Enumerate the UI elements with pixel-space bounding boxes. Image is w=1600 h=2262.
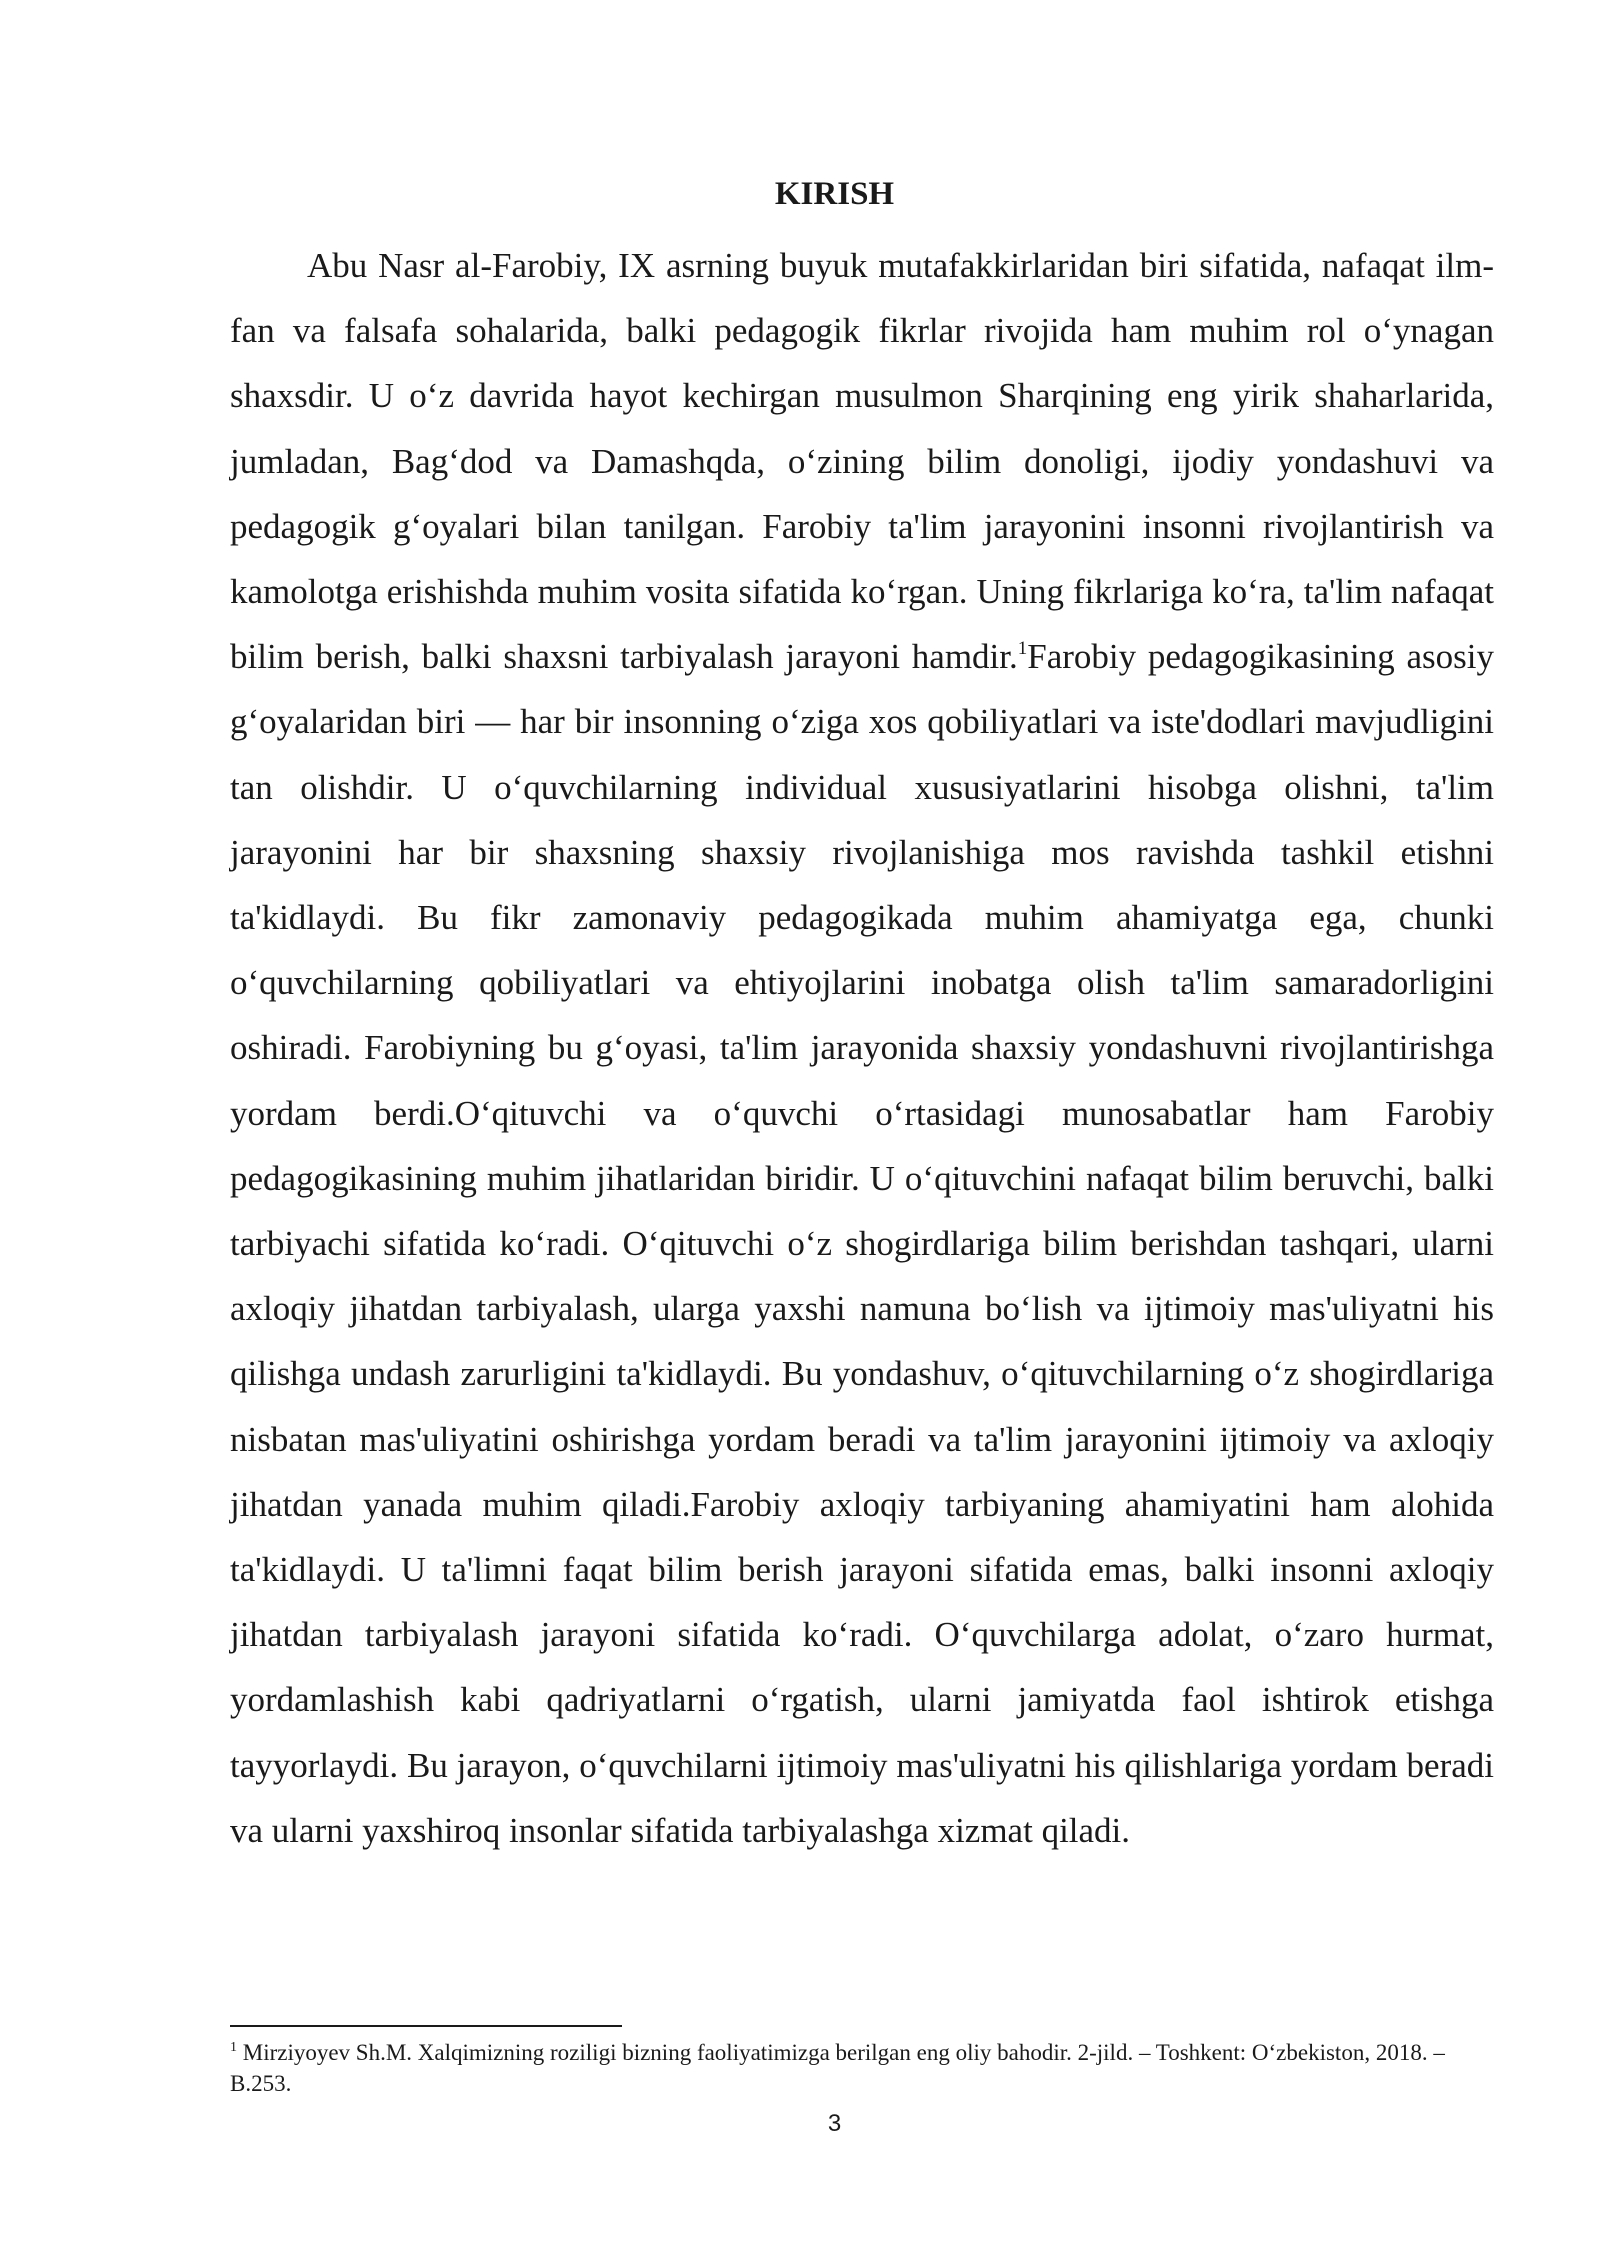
footnote <box>230 2037 1494 2099</box>
body-text-part-2: Farobiy pedagogikasining asosiy g‘oyalaridan biri — har bir insonning o‘ziga xos qobiliyatlari va iste'dodlari mavjudligini tan olishdir. U o‘quvchilarning individual xususiyatlarini hisobga olishni, ta'lim jarayonini har bir shaxsning shaxsiy rivojlanishiga mos ravishda tashkil etishni ta'kidlaydi. Bu fikr zamonaviy pedagogikada muhim ahamiyatga ega, chunki o‘quvchilarning qobiliyatlari va ehtiyojlarini inobatga olish ta'lim samaradorligini oshiradi. Farobiyning bu g‘oyasi, ta'lim jarayonida shaxsiy yondashuvni rivojlantirishga yordam berdi.O‘qituvchi va o‘quvchi o‘rtasidagi munosabatlar ham Farobiy pedagogikasining muhim jihatlaridan biridir. U o‘qituvchini nafaqat bilim beruvchi, balki tarbiyachi sifatida ko‘radi. O‘qituvchi o‘z shogirdlariga bilim berishdan tashqari, ularni axloqiy jihatdan tarbiyalash, ularga yaxshi namuna bo‘lish va ijtimoiy mas'uliyatni his qilishga undash zarurligini ta'kidlaydi. Bu yondashuv, o‘qituvchilarning o‘z shogirdlariga nisbatan mas'uliyatini oshirishga yordam beradi va ta'lim jarayonini ijtimoiy va axloqiy jihatdan yanada muhim qiladi.Farobiy axloqiy tarbiyaning ahamiyatini ham alohida ta'kidlaydi. U ta'limni faqat bilim berish jarayoni sifatida emas, balki insonni axloqiy jihatdan tarbiyalash jarayoni sifatida ko‘radi. O‘quvchilarga adolat, o‘zaro hurmat, yordamlashish kabi qadriyatlarni o‘rgatish, ularni jamiyatda faol ishtirok etishga tayyorlaydi. Bu jarayon, o‘quvchilarni ijtimoiy mas'uliyatni his qilishlariga yordam beradi va ularni yaxshiroq insonlar sifatida tarbiyalashga xizmat qiladi. <box>230 637 1494 1850</box>
page-number: 3 <box>827 2110 842 2137</box>
section-title: KIRISH <box>774 176 895 212</box>
footnote-separator <box>230 2025 622 2027</box>
footnote-text: Mirziyoyev Sh.M. Xalqimizning roziligi bizning faoliyatimizga berilgan eng oliy bahodir. 2-jild. – Toshkent: O‘zbekiston, 2018. – B.253. <box>230 2040 1445 2096</box>
footnote-reference[interactable]: 1 <box>1017 638 1028 660</box>
body-text-part-1: Abu Nasr al-Farobiy, IX asrning buyuk mutafakkirlaridan biri sifatida, nafaqat ilm-fan va falsafa sohalarida, balki pedagogik fikrlar rivojida ham muhim rol o‘ynagan shaxsdir. U o‘z davrida hayot kechirgan musulmon Sharqining eng yirik shaharlarida, jumladan, Bag‘dod va Damashqda, o‘zining bilim donoligi, ijodiy yondashuvi va pedagogik g‘oyalari bilan tanilgan. Farobiy ta'lim jarayonini insonni rivojlantirish va kamolotga erishishda muhim vosita sifatida ko‘rgan. Uning fikrlariga ko‘ra, ta'lim nafaqat bilim berish, balki shaxsni tarbiyalash jarayoni hamdir. <box>230 246 1494 677</box>
body-paragraph <box>230 233 1494 1863</box>
footnote-marker: 1 <box>230 2040 237 2055</box>
